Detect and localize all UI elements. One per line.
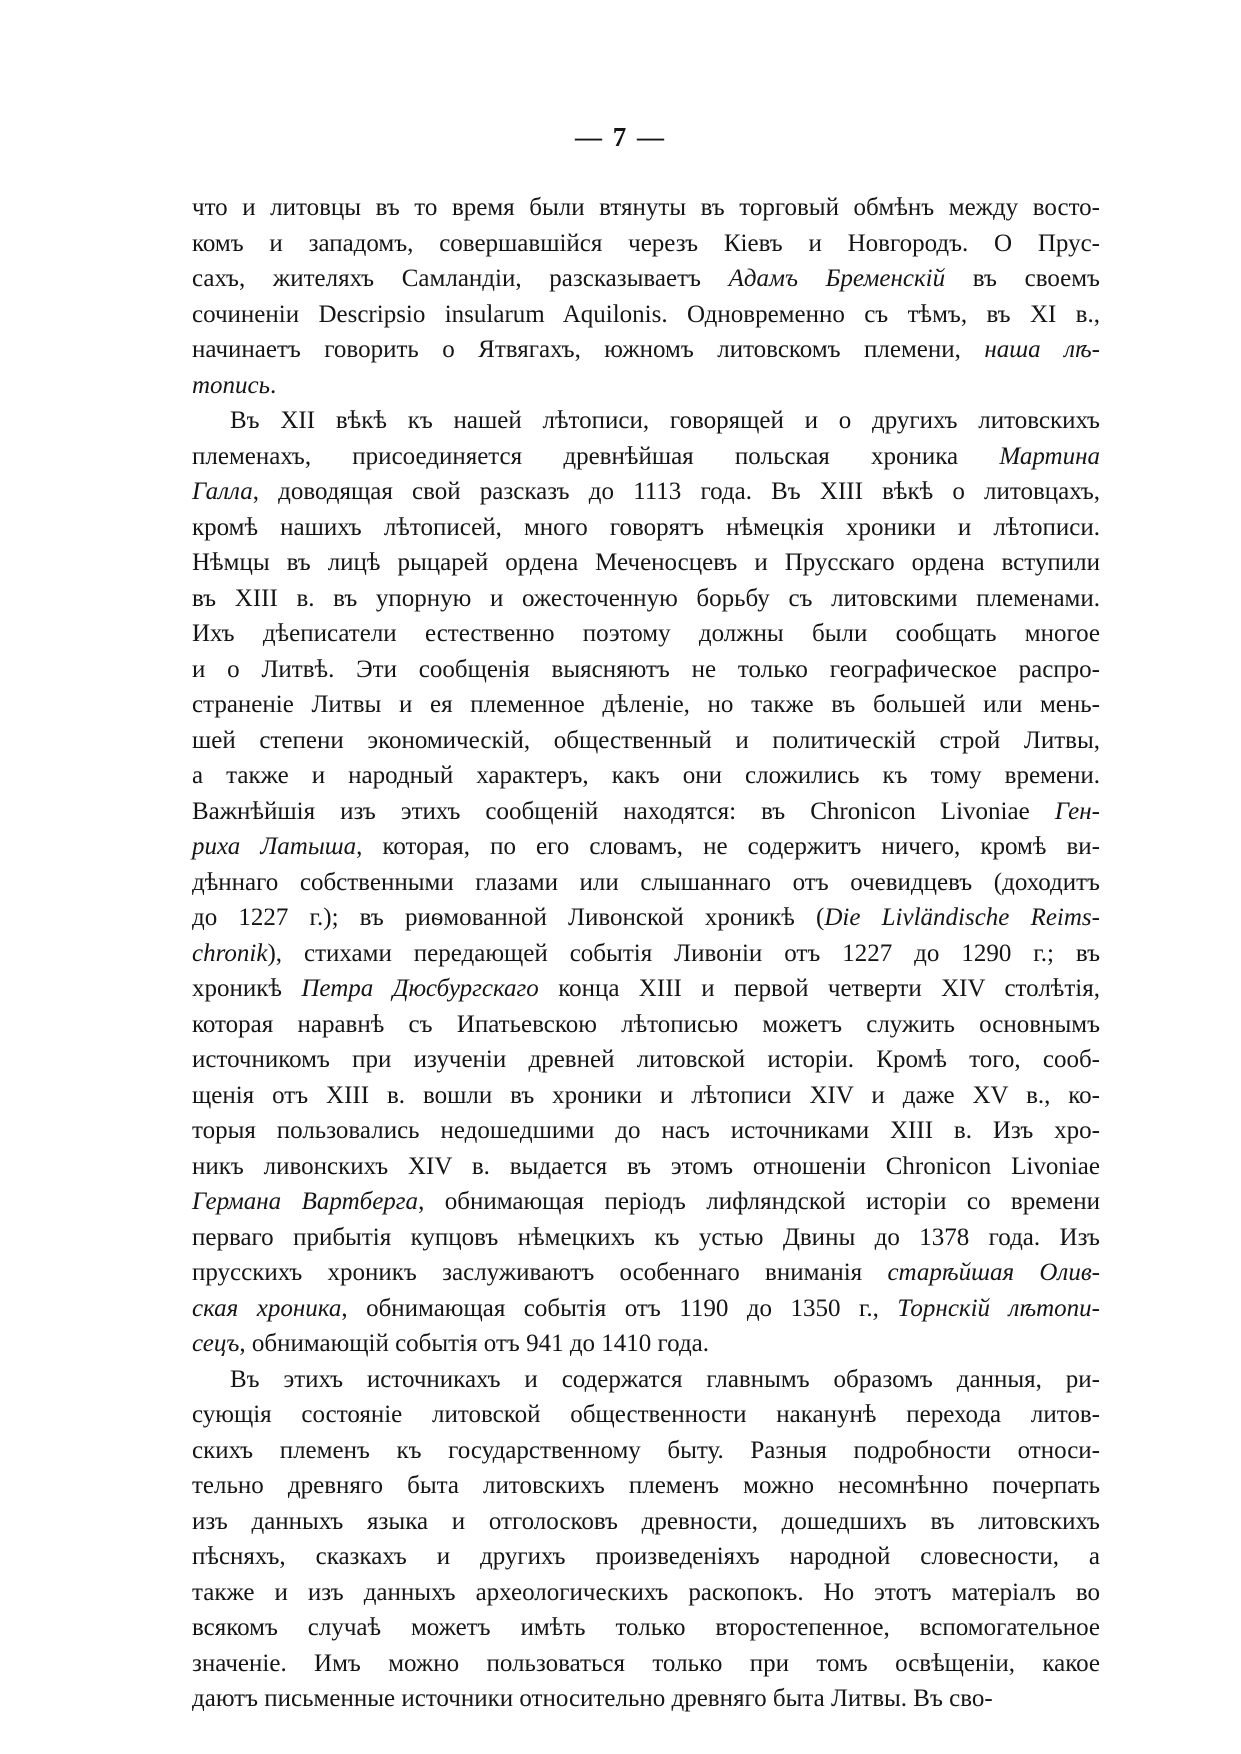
text-line — [192, 1255, 1100, 1291]
text-segment: которая наравнѣ съ Ипатьевскою лѣтописью можетъ служить основнымъ — [192, 1010, 1100, 1038]
paragraph — [192, 190, 1100, 403]
text-segment: никъ ливонскихъ XIV в. выдается въ этомъ отношеніи Chronicon Livoniae — [192, 1152, 1100, 1180]
text-line — [192, 723, 1100, 759]
text-segment: прусскихъ хроникъ заслуживаютъ особеннаго вниманія — [192, 1259, 888, 1286]
italic-text: Германа Вартберга — [192, 1188, 419, 1215]
text-segment: и о Литвѣ. Эти сообщенія выясняютъ не только географическое распро- — [192, 655, 1100, 683]
page-number: — 7 — — [575, 122, 666, 152]
text-line — [192, 1291, 1100, 1327]
text-line — [192, 971, 1100, 1007]
italic-text: Петра Дюсбургскаго — [301, 975, 539, 1002]
text-line — [192, 297, 1100, 333]
text-line — [192, 1539, 1100, 1575]
text-segment: пѣсняхъ, сказкахъ и другихъ произведеніяхъ народной словесности, а — [192, 1543, 1100, 1570]
text-line — [192, 616, 1100, 652]
italic-text: риха Латыша — [192, 833, 357, 860]
text-line — [192, 226, 1100, 262]
text-segment: . — [270, 371, 277, 399]
text-segment: Въ XII вѣкѣ къ нашей лѣтописи, говорящей и о другихъ литовскихъ — [230, 407, 1100, 434]
italic-text: топись — [192, 371, 271, 399]
text-segment: Въ этихъ источникахъ и содержатся главнымъ образомъ данныя, ри- — [230, 1365, 1100, 1393]
italic-text: Мартина — [999, 442, 1100, 470]
text-line — [192, 261, 1100, 297]
text-segment: сахъ, жителяхъ Самландіи, разсказываетъ — [192, 265, 729, 292]
text-segment: также и изъ данныхъ археологическихъ раскопокъ. Но этотъ матеріалъ во — [192, 1578, 1100, 1606]
text-segment: щенія отъ XIII в. вошли въ хроники и лѣтописи XIV и даже XV в., ко- — [192, 1081, 1100, 1109]
text-segment: , обнимающая періодъ лифляндской исторіи со времени — [418, 1188, 1101, 1215]
text-line — [192, 936, 1100, 972]
italic-text: Галла — [192, 478, 253, 505]
text-segment: сующія состояніе литовской общественности наканунѣ перехода литов- — [192, 1401, 1100, 1428]
text-line — [192, 1575, 1100, 1611]
text-line — [192, 1504, 1100, 1540]
text-segment: даютъ письменные источники относительно древняго быта Литвы. Въ сво- — [192, 1685, 993, 1712]
text-line — [192, 900, 1100, 936]
text-line — [192, 190, 1100, 226]
text-line — [192, 687, 1100, 723]
text-line — [192, 1220, 1100, 1256]
text-segment: сочиненіи Descripsio insularum Aquilonis. Одновременно съ тѣмъ, въ XI в., — [192, 300, 1100, 328]
text-line — [192, 1042, 1100, 1078]
text-segment: комъ и западомъ, совершавшійся черезъ Кіевъ и Новгородъ. О Прус- — [192, 229, 1100, 257]
text-line — [192, 1184, 1100, 1220]
text-segment: Важнѣйшія изъ этихъ сообщеній находятся: въ Chronicon Livoniae — [192, 797, 1055, 825]
text-segment: въ XIII в. въ упорную и ожесточенную борьбу съ литовскими племенами. — [192, 584, 1100, 612]
text-line — [192, 474, 1100, 510]
italic-text: наша лѣ- — [984, 336, 1100, 363]
text-segment: что и литовцы въ то время были втянуты въ торговый обмѣнъ между восто- — [192, 194, 1100, 221]
italic-text: Ген- — [1054, 797, 1100, 825]
text-line — [192, 1078, 1100, 1114]
text-line — [192, 1362, 1100, 1398]
text-segment: тельно древняго быта литовскихъ племенъ можно несомнѣнно почерпать — [192, 1472, 1100, 1499]
paragraph — [192, 1362, 1100, 1717]
text-line — [192, 332, 1100, 368]
italic-text: Адамъ Бременскій — [728, 265, 946, 292]
text-line — [192, 1610, 1100, 1646]
text-segment: кромѣ нашихъ лѣтописей, много говорятъ нѣмецкія хроники и лѣтописи. — [192, 513, 1100, 541]
text-line — [192, 865, 1100, 901]
text-segment: хроникѣ — [192, 975, 302, 1002]
text-segment: торыя пользовались недошедшими до насъ источниками XIII в. Изъ хро- — [192, 1117, 1100, 1144]
text-segment: значеніе. Имъ можно пользоваться только при томъ освѣщеніи, какое — [192, 1649, 1100, 1677]
text-line — [192, 1397, 1100, 1433]
text-line — [192, 1326, 1100, 1362]
text-line — [192, 794, 1100, 830]
text-segment: страненіе Литвы и ея племенное дѣленіе, но также въ большей или мень- — [192, 691, 1100, 718]
italic-text: старѣйшая Олив- — [887, 1259, 1100, 1286]
text-line — [192, 545, 1100, 581]
text-segment: племенахъ, присоединяется древнѣйшая польская хроника — [192, 442, 1000, 470]
text-segment: въ своемъ — [945, 265, 1100, 292]
text-line — [192, 1468, 1100, 1504]
text-line — [192, 1149, 1100, 1185]
italic-text: сецъ — [192, 1330, 240, 1357]
italic-text: Торнскій лѣтопи- — [897, 1294, 1100, 1322]
paragraph — [192, 403, 1100, 1362]
text-line — [192, 1113, 1100, 1149]
text-segment: до 1227 г.); въ риѳмованной Ливонской хроникѣ ( — [192, 904, 825, 931]
text-line — [192, 758, 1100, 794]
text-line — [192, 652, 1100, 688]
text-line — [192, 1646, 1100, 1682]
text-line — [192, 510, 1100, 546]
text-segment: конца XIII и первой четверти XIV столѣтія, — [538, 975, 1100, 1002]
text-line — [192, 581, 1100, 617]
text-line — [192, 829, 1100, 865]
text-segment: Ихъ дѣеписатели естественно поэтому должны были сообщать многое — [192, 620, 1100, 647]
text-line — [192, 1433, 1100, 1469]
text-segment: начинаетъ говорить о Ятвягахъ, южномъ литовскомъ племени, — [192, 336, 985, 363]
text-segment: , обнимающій событія отъ 941 до 1410 года. — [239, 1330, 710, 1357]
text-segment: ), стихами передающей событія Ливоніи отъ 1227 до 1290 г.; въ — [267, 939, 1100, 967]
text-line — [192, 368, 1100, 404]
text-segment: скихъ племенъ къ государственному быту. Разныя подробности относи- — [192, 1436, 1100, 1464]
text-segment: перваго прибытія купцовъ нѣмецкихъ къ устью Двины до 1378 года. Изъ — [192, 1223, 1100, 1251]
text-segment: дѣннаго собственными глазами или слышаннаго отъ очевидцевъ (доходитъ — [192, 868, 1100, 896]
text-line — [192, 1681, 1100, 1717]
body-text — [192, 190, 1100, 1717]
text-segment: , обнимающая событія отъ 1190 до 1350 г., — [341, 1294, 898, 1322]
text-segment: всякомъ случаѣ можетъ имѣть только второстепенное, вспомогательное — [192, 1614, 1100, 1641]
text-line — [192, 439, 1100, 475]
italic-text: Die Livländische Reims- — [824, 904, 1100, 931]
text-segment: , которая, по его словамъ, не содержитъ ничего, кромѣ ви- — [356, 833, 1100, 860]
text-segment: Нѣмцы въ лицѣ рыцарей ордена Меченосцевъ и Прусскаго ордена вступили — [192, 549, 1100, 576]
text-segment: шей степени экономическій, общественный и политическій строй Литвы, — [192, 726, 1100, 754]
text-segment: изъ данныхъ языка и отголосковъ древности, дошедшихъ въ литовскихъ — [192, 1507, 1100, 1535]
text-line — [192, 1007, 1100, 1043]
text-segment: а также и народный характеръ, какъ они сложились къ тому времени. — [192, 762, 1100, 789]
text-line — [192, 403, 1100, 439]
italic-text: chronik — [192, 939, 268, 967]
italic-text: ская хроника — [192, 1294, 342, 1322]
text-segment: , доводящая свой разсказъ до 1113 года. Въ XIII вѣкѣ о литовцахъ, — [252, 478, 1100, 505]
text-segment: источникомъ при изученіи древней литовской исторіи. Кромѣ того, сооб- — [192, 1046, 1100, 1073]
